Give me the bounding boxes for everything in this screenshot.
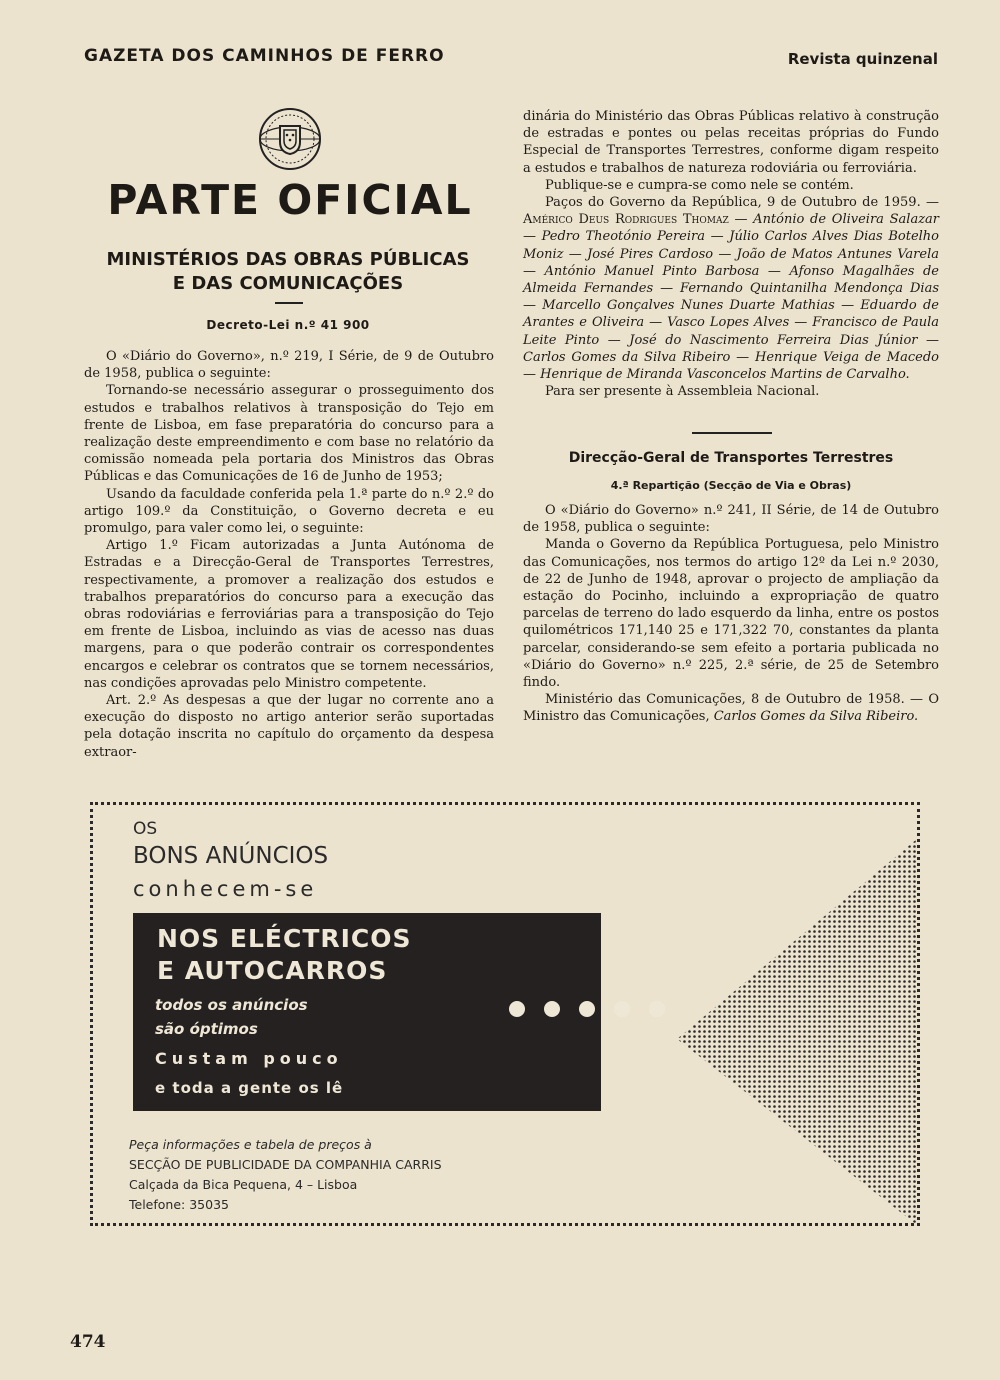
ad-info-line: Peça informações e tabela de preços à — [129, 1137, 372, 1152]
dots-ornament — [509, 1001, 684, 1021]
ad-info-line: Calçada da Bica Pequena, 4 – Lisboa — [129, 1177, 358, 1192]
column-right-top — [523, 108, 939, 400]
paragraph: Artigo 1.º Ficam autorizadas a Junta Autónoma de Estradas e a Direcção-Geral de Transportes Terrestres, respectivamente, a promover a realização dos estudos e trabalhos preparatórios do concurso para a execução das obras rodoviárias e ferroviárias para a transposição do Tejo em frente de Lisboa, incluindo as vias de acesso nas duas margens, para o que poderão contrair os correspondentes encargos e celebrar os contratos que se tornem necessários, nas condições aprovadas pelo Ministro competente. — [84, 538, 494, 691]
ad-contact-info — [129, 1135, 442, 1215]
president-name: Américo Deus Rodrigues Thomaz — [523, 212, 729, 228]
decree-heading: Decreto-Lei n.º 41 900 — [206, 318, 370, 332]
ministry-line: Ministério das Comunicações, 8 de Outubro de 1958. — O Ministro das Comunicações, — [523, 692, 939, 725]
paragraph: Usando da faculdade conferida pela 1.ª parte do n.º 2.º do artigo 109.º da Constituição, o Governo decreta e eu promulgo, para valer como lei, o seguinte: — [84, 486, 494, 537]
minister-names: — António de Oliveira Salazar — Pedro Theotónio Pereira — Júlio Carlos Alves Dias Botelho Moniz — José Pires Cardoso — João de Matos Antunes Varela — António Manuel Pinto Barbosa — Afonso Magalhães de Almeida Fernandes — Fernando Quintanilha Mendonça Dias — Marcello Gonçalves Nunes Duarte Mathias — Eduardo de Arantes e Oliveira — Vasco Lopes Alves — Francisco de Paula Leite Pinto — José do Nascimento Ferreira Dias Júnior — Carlos Gomes da Silva Ribeiro — Henrique Veiga de Macedo — Henrique de Miranda Vasconcelos Martins de Carvalho. — [523, 212, 940, 383]
column-right-bottom — [523, 502, 939, 726]
coat-of-arms-icon — [257, 106, 323, 172]
paragraph: dinária do Ministério das Obras Públicas relativo à construção de estradas e pontes ou pelas receitas próprias do Fundo Especial de Transportes Terrestres, conforme digam respeito a estudos e trabalhos de natureza rodoviária ou ferroviária. — [523, 109, 939, 176]
page-number: 474 — [70, 1332, 106, 1352]
ad-headline: BONS ANÚNCIOS — [133, 843, 329, 869]
ad-big-text — [157, 923, 412, 987]
ad-big-line-1: NOS ELÉCTRICOS — [157, 924, 412, 953]
advertisement — [90, 802, 920, 1226]
minister-name: Carlos Gomes da Silva Ribeiro. — [713, 709, 919, 725]
halftone-triangle — [677, 839, 917, 1225]
dot — [614, 1001, 630, 1017]
date-line: Paços do Governo da República, 9 de Outubro de 1959. — — [545, 195, 939, 211]
section-subheading: 4.ª Repartição (Secção de Via e Obras) — [610, 479, 852, 492]
paragraph: Tornando-se necessário assegurar o prosseguimento dos estudos e trabalhos relativos à transposição do Tejo em frente de Lisboa, em fase preparatória do concurso para a realização deste empreendimento e com base no relatório da comissão nomeada pela portaria dos Ministros das Obras Públicas e das Comunicações de 16 de Junho de 1953; — [84, 383, 494, 485]
ad-small-line-1: todos os anúncios — [155, 996, 308, 1014]
ad-subheadline: conhecem-se — [133, 877, 318, 901]
signatures-paragraph — [523, 194, 939, 383]
ad-small-text — [155, 993, 308, 1041]
dot — [544, 1001, 560, 1017]
ad-phone: Telefone: 35035 — [129, 1197, 229, 1212]
journal-title: GAZETA DOS CAMINHOS DE FERRO — [84, 46, 445, 66]
paragraph: Para ser presente à Assembleia Nacional. — [545, 384, 820, 400]
ad-big-line-2: E AUTOCARROS — [157, 956, 388, 985]
ad-small-line-2: são óptimos — [155, 1020, 258, 1038]
dot — [649, 1001, 665, 1017]
paragraph: O «Diário do Governo», n.º 219, I Série, de 9 de Outubro de 1958, publica o seguinte: — [84, 349, 494, 382]
paragraph: Art. 2.º As despesas a que der lugar no corrente ano a execução do disposto no artigo anterior serão suportadas pela dotação inscrita no capítulo do orçamento da despesa extraor- — [84, 693, 494, 760]
divider — [692, 432, 772, 434]
section-heading: Direcção-Geral de Transportes Terrestres — [568, 450, 894, 466]
ministry-line-1: MINISTÉRIOS DAS OBRAS PÚBLICAS — [106, 249, 470, 270]
paragraph: O «Diário do Governo» n.º 241, II Série, de 14 de Outubro de 1958, publica o seguinte: — [523, 503, 939, 536]
paragraph: Manda o Governo da República Portuguesa, pelo Ministro das Comunicações, nos termos do artigo 12º da Lei n.º 2030, de 22 de Junho de 1948, aprovar o projecto de ampliação da estação do Pocinho, incluindo a expropriação de quatro parcelas de terreno do lado esquerdo da linha, entre os postos quilométricos 171,140 25 e 171,322 70, constantes da planta parcelar, considerando-se sem efeito a portaria publicada no «Diário do Governo» n.º 225, 2.ª série, de 25 de Setembro findo. — [523, 537, 939, 691]
divider — [275, 302, 303, 304]
journal-subtitle: Revista quinzenal — [787, 50, 938, 68]
column-left — [84, 348, 494, 761]
ad-os: OS — [133, 819, 158, 839]
paragraph: Publique-se e cumpra-se como nele se contém. — [545, 177, 854, 193]
ministry-line-2: E DAS COMUNICAÇÕES — [172, 273, 404, 294]
dot — [579, 1001, 595, 1017]
ad-toda: e toda a gente os lê — [155, 1079, 344, 1097]
ministry-heading — [84, 248, 492, 296]
page-title: PARTE OFICIAL — [107, 176, 473, 224]
dot — [509, 1001, 525, 1017]
ad-custam: Custam pouco — [155, 1049, 343, 1068]
ad-info-line: SECÇÃO DE PUBLICIDADE DA COMPANHIA CARRIS — [129, 1157, 442, 1172]
paragraph — [523, 691, 939, 725]
